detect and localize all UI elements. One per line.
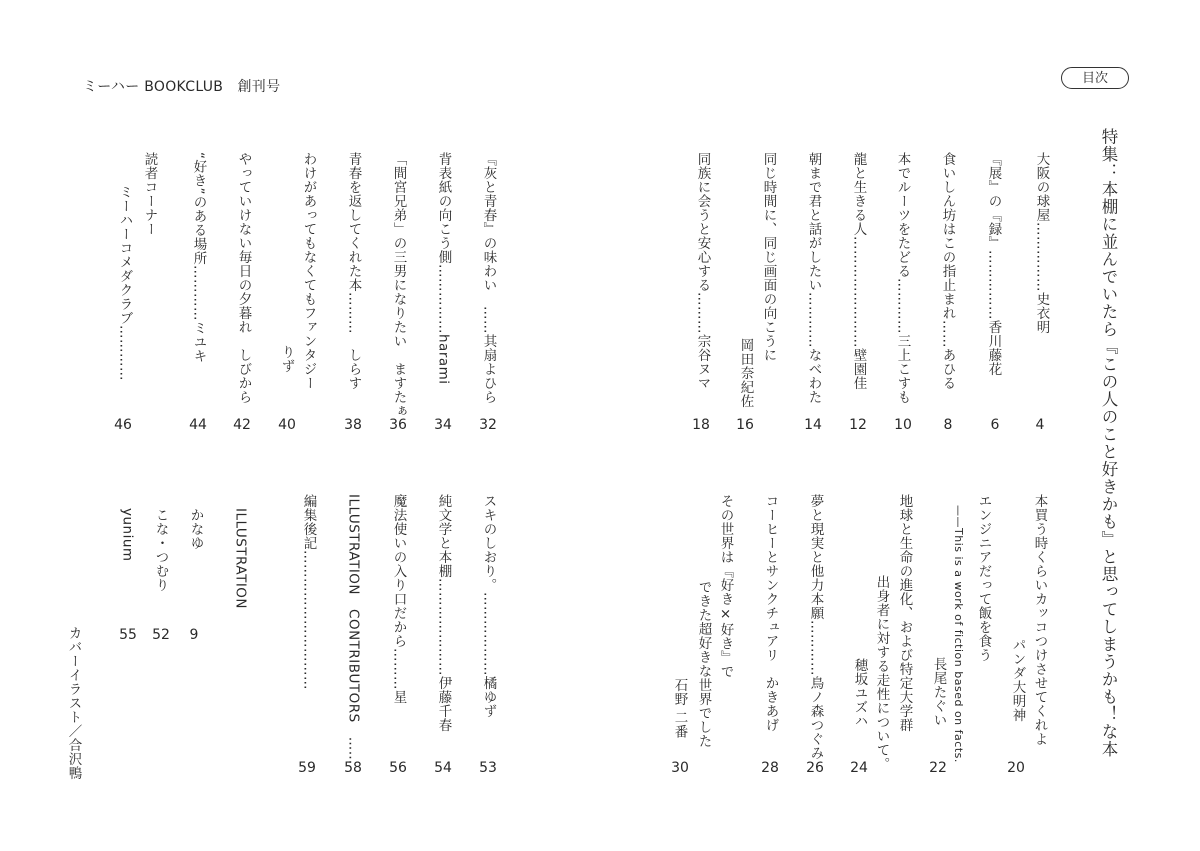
- toc-page-number: 22: [929, 760, 947, 776]
- toc-entry-title[interactable]: スキのしおり。………………橘ゆず: [480, 494, 497, 718]
- toc-page-number: 52: [152, 627, 170, 643]
- toc-entry-title[interactable]: 同族に会うと安心する………宗谷ヌマ: [694, 152, 711, 390]
- illustrator-name: かなゆ: [187, 508, 204, 550]
- toc-entry-title[interactable]: 『展』の『録』……………香川藤花: [985, 152, 1002, 376]
- toc-entry-title[interactable]: 龍と生きる人……………………壁園佳: [850, 152, 867, 390]
- toc-badge: 目次: [1061, 67, 1129, 89]
- toc-page-number: 53: [479, 760, 497, 776]
- toc-entry-title[interactable]: 魔法使いの入り口だから………星: [390, 494, 407, 704]
- toc-page-number: 32: [479, 417, 497, 433]
- toc-page-number: 12: [849, 417, 867, 433]
- toc-entry-author: 岡田奈紀佐: [737, 338, 754, 408]
- toc-entry-author: りず: [278, 345, 295, 373]
- toc-page-number: 20: [1007, 760, 1025, 776]
- toc-entry-title[interactable]: 純文学と本棚…………………伊藤千春: [435, 494, 452, 732]
- toc-page-number: 14: [804, 417, 822, 433]
- toc-entry-title-cont: できた超好きな世界でした: [695, 580, 712, 748]
- toc-entry-title[interactable]: “好き”のある場所…………ミユキ: [190, 152, 207, 363]
- toc-page-number: 9: [189, 627, 199, 643]
- toc-page-number: 40: [278, 417, 296, 433]
- toc-entry-title[interactable]: 同じ時間に、同じ画面の向こうに: [760, 152, 777, 362]
- toc-entry-author: 石野 二番: [671, 678, 688, 739]
- toc-page-number: 36: [389, 417, 407, 433]
- toc-entry-title-cont: 出身者に対する走性について。: [873, 575, 890, 771]
- toc-entry-title[interactable]: わけがあってもなくてもファンタジー: [300, 152, 317, 390]
- toc-entry-title[interactable]: 朝まで君と話がしたい…………なべわた: [805, 152, 822, 404]
- illustrator-name: yunium: [119, 508, 136, 562]
- toc-page-number: 59: [298, 760, 316, 776]
- toc-entry-title[interactable]: エンジニアだって飯を食う: [975, 494, 992, 662]
- toc-entry-title[interactable]: 地球と生命の進化、および特定大学群: [896, 494, 913, 732]
- toc-page-number: 55: [119, 627, 137, 643]
- toc-page-number: 4: [1035, 417, 1045, 433]
- illustrator-name: こな・つむり: [152, 508, 169, 592]
- toc-page-number: 16: [736, 417, 754, 433]
- reader-corner-heading: 読者コーナー: [141, 152, 158, 236]
- toc-entry-title[interactable]: 青春を返してくれた本……… しらす: [345, 152, 362, 390]
- toc-entry-title[interactable]: 編集後記…………………………: [300, 494, 317, 690]
- toc-page-number: 28: [761, 760, 779, 776]
- toc-entry-author: 長尾たぐい: [930, 657, 947, 727]
- toc-page-number: 46: [114, 417, 132, 433]
- toc-page-number: 56: [389, 760, 407, 776]
- feature-title: 特集：本棚に並んでいたら『この人のこと好きかも』と思ってしまうかも！な本: [1099, 128, 1118, 758]
- toc-page-number: 10: [894, 417, 912, 433]
- toc-entry-title[interactable]: 本買う時くらいカッコつけさせてくれよ: [1031, 494, 1048, 746]
- toc-page-number: 34: [434, 417, 452, 433]
- toc-entry-title[interactable]: ミーハーコメダクラブ…………: [116, 185, 133, 381]
- toc-entry-title[interactable]: ILLUSTRATION CONTRIBUTORS ……: [345, 494, 362, 765]
- toc-entry-title[interactable]: 本でルーツをたどる…………三上こすも: [894, 152, 911, 404]
- toc-page-number: 24: [850, 760, 868, 776]
- toc-entry-title[interactable]: 背表紙の向こう側……………harami: [435, 152, 452, 385]
- toc-page-number: 42: [233, 417, 251, 433]
- toc-page-number: 8: [943, 417, 953, 433]
- toc-entry-title[interactable]: 食いしん坊はこの指止まれ……あひる: [939, 152, 956, 390]
- toc-entry-title[interactable]: 『灰と青春』の味わい ……其扇よひら: [480, 152, 497, 404]
- toc-page-number: 38: [344, 417, 362, 433]
- cover-credit: カバーイラスト／合沢鴨: [65, 626, 82, 780]
- toc-entry-title[interactable]: 「間宮兄弟」の三男になりたい ますたぁ: [390, 152, 407, 418]
- toc-entry-title[interactable]: その世界は『好き×好き』で: [717, 494, 734, 679]
- toc-page-number: 30: [671, 760, 689, 776]
- toc-entry-title[interactable]: 大阪の球屋……………史衣明: [1033, 152, 1050, 334]
- toc-page-number: 54: [434, 760, 452, 776]
- toc-entry-title[interactable]: コーヒーとサンクチュアリ かきあげ: [762, 494, 779, 732]
- toc-page-number: 26: [806, 760, 824, 776]
- toc-entry-author: 穂坂ユズハ: [851, 658, 868, 728]
- toc-page-number: 18: [692, 417, 710, 433]
- toc-page-number: 6: [990, 417, 1000, 433]
- toc-entry-subtitle: ——This is a work of fiction based on facts.: [952, 505, 965, 763]
- toc-page-number: 44: [189, 417, 207, 433]
- illustration-heading: ILLUSTRATION: [232, 508, 249, 610]
- toc-entry-title[interactable]: 夢と現実と他力本願…………鳥ノ森つぐみ: [807, 494, 824, 760]
- toc-entry-title[interactable]: やっていけない毎日の夕暮れ しびから: [235, 152, 252, 404]
- toc-entry-author: パンダ大明神: [1009, 638, 1026, 722]
- toc-page-number: 58: [344, 760, 362, 776]
- magazine-title: ミーハー BOOKCLUB 創刊号: [83, 79, 281, 95]
